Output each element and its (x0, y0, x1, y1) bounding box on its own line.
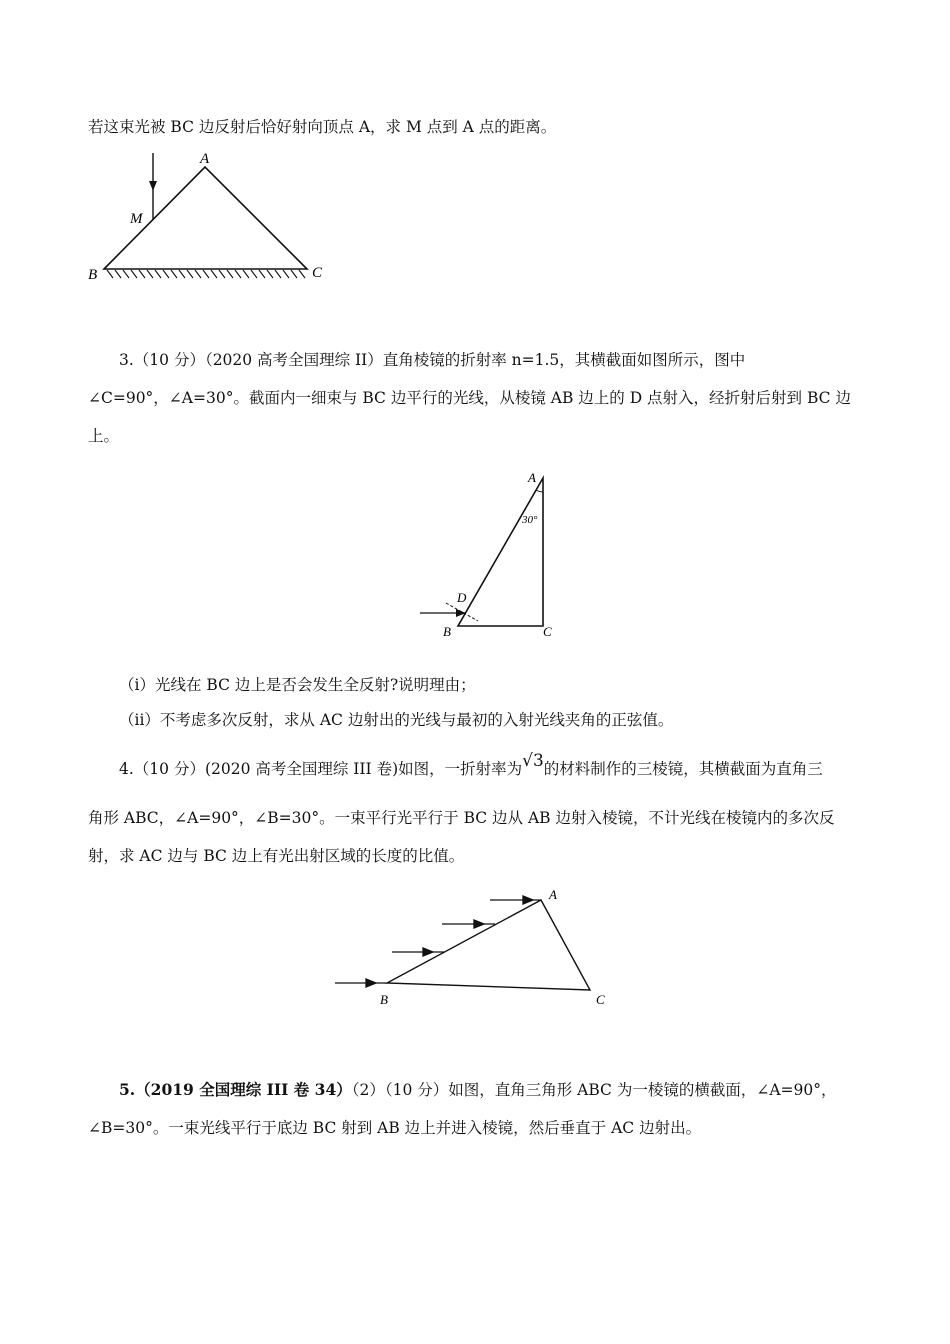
q3-sub-question-2: （ii）不考虑多次反射，求从 AC 边射出的光线与最初的入射光线夹角的正弦值。 (119, 711, 674, 729)
q3-label-B: B (443, 624, 451, 639)
q2-ray-arrowhead (149, 181, 157, 191)
q2-label-C: C (312, 265, 323, 281)
q2-mirror-hatching (107, 270, 305, 278)
q4-label-A: A (549, 887, 557, 902)
q4-label-B: B (380, 992, 388, 1007)
q5-text-line2: ∠B=30°。一束光线平行于底边 BC 射到 AB 边上并进入棱镜，然后垂直于 AC 边射出。 (88, 1119, 702, 1137)
q2-figure (80, 145, 340, 290)
q2-label-B: B (88, 267, 98, 283)
q3-text-line3: 上。 (88, 427, 120, 445)
q4-text-line3: 射，求 AC 边与 BC 边上有光出射区域的长度的比值。 (88, 847, 465, 865)
q3-text-line2: ∠C=90°，∠A=30°。截面内一细束与 BC 边平行的光线，从棱镜 AB 边上的 D 点射入，经折射后射到 BC 边 (88, 389, 851, 407)
q3-sub-question-1: （i）光线在 BC 边上是否会发生全反射?说明理由； (119, 676, 476, 694)
q4-line1-end: 的材料制作的三棱镜，其横截面为直角三 (543, 760, 823, 778)
q2-text-line: 若这束光被 BC 边反射后恰好射向顶点 A，求 M 点到 A 点的距离。 (88, 118, 557, 136)
q5-line1-rest: （2）（10 分）如图，直角三角形 ABC 为一棱镜的横截面，∠A=90°， (351, 1081, 837, 1099)
q3-label-C: C (543, 624, 552, 639)
q3-angle-arc (536, 490, 543, 492)
q2-label-A: A (200, 151, 210, 167)
q4-triangle (387, 900, 590, 990)
q5-text-line1 (119, 1079, 895, 1101)
q3-triangle (458, 478, 543, 626)
q5-heading: 5.（2019 全国理综 III 卷 34） (119, 1080, 352, 1099)
q4-figure (330, 880, 630, 1010)
q2-label-M: M (130, 211, 143, 227)
q4-label-C: C (596, 992, 605, 1007)
q3-label-A: A (528, 470, 536, 485)
q4-sqrt3: √3 (522, 751, 544, 771)
q4-parallel-rays (335, 896, 541, 987)
q4-line1-start: 4.（10 分）(2020 高考全国理综 III 卷)如图，一折射率为 (119, 760, 523, 778)
q3-angle-label: 30° (522, 514, 538, 526)
q4-text-line1 (119, 751, 895, 780)
q3-label-D: D (457, 590, 467, 605)
q3-text-line1: 3.（10 分）（2020 高考全国理综 II）直角棱镜的折射率 n=1.5，其横截面如图所示，图中 (119, 351, 746, 369)
q3-figure (410, 465, 580, 645)
q4-text-line2: 角形 ABC，∠A=90°，∠B=30°。一束平行光平行于 BC 边从 AB 边射入棱镜，不计光线在棱镜内的多次反 (88, 809, 835, 827)
